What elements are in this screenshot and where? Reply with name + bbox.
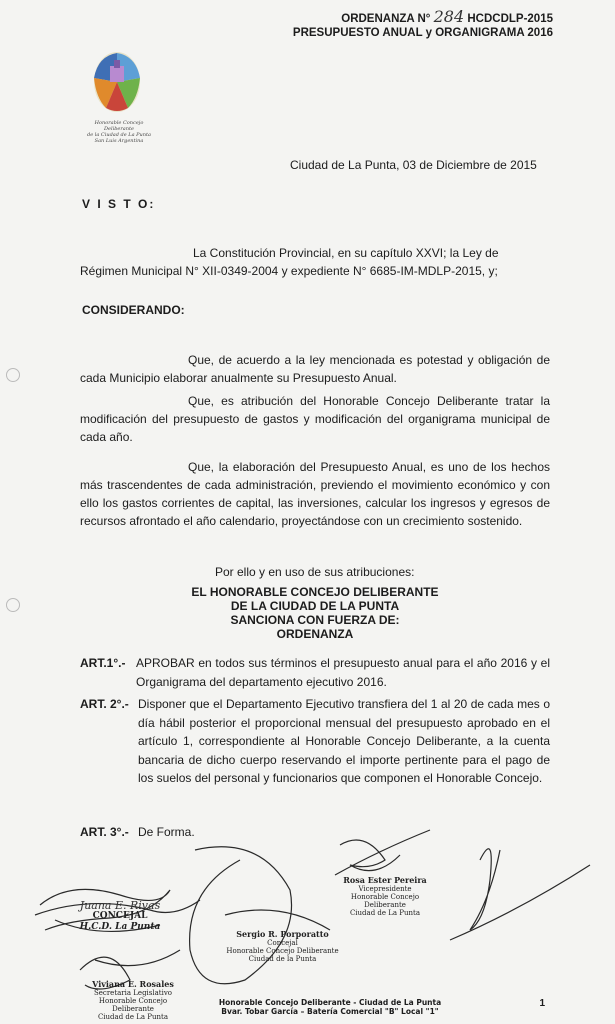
article-text: De Forma. — [138, 825, 195, 839]
article-1 — [80, 654, 550, 694]
ordinance-subtitle: PRESUPUESTO ANUAL y ORGANIGRAMA 2016 — [292, 27, 553, 39]
signature-rosa-pereira: Rosa Ester Pereira Vicepresidente Honorable Concejo Deliberante Ciudad de La Punta — [343, 875, 427, 917]
article-label: ART. 2°.- — [80, 697, 129, 711]
article-text: APROBAR en todos sus términos el presupuesto anual para el año 2016 y el Organigrama del departamento ejecutivo 2016. — [136, 656, 550, 689]
article-2 — [80, 695, 550, 825]
article-label: ART. 3°.- — [80, 825, 129, 839]
punch-hole-mark — [6, 598, 20, 612]
considerando-paragraph-1: Que, de acuerdo a la ley mencionada es potestad y obligación de cada Municipio elaborar anualmente su Presupuesto Anual. — [80, 353, 550, 385]
document-header — [292, 7, 553, 40]
ordinance-number-handwritten: 284 — [433, 7, 465, 26]
signature-juana-rivas: Juana E. Rivas CONCEJAL H.C.D. La Punta — [79, 899, 161, 932]
visto-heading: V I S T O: — [82, 197, 156, 211]
considerando-heading: CONSIDERANDO: — [82, 303, 185, 317]
signature-sergio-porporatto: Sergio R. Porporatto Concejal Honorable Concejo Deliberante Ciudad de la Punta — [226, 929, 339, 963]
ordinance-title: ORDENANZA N° 284 HCDCDLP-2015 — [341, 7, 553, 26]
page-number: 1 — [539, 998, 545, 1009]
signature-viviana-rosales: Viviana E. Rosales Secretaria Legislativo Honorable Concejo Deliberante Ciudad de La Punta — [92, 979, 174, 1021]
considerando-paragraph-2: Que, es atribución del Honorable Concejo Deliberante tratar la modificación del presupuesto de gastos y modificación del organigrama municipal de cada año. — [80, 394, 550, 444]
sanciona-block: EL HONORABLE CONCEJO DELIBERANTE DE LA CIUDAD DE LA PUNTA SANCIONA CON FUERZA DE: ORDENANZA — [191, 585, 439, 641]
article-text: Disponer que el Departamento Ejecutivo transfiera del 1 al 20 de cada mes o día hábil posterior el proporcional mensual del presupuesto aprobado en el artículo 1, correspondiente al Honorable Concejo Deliberante, a la cuenta bancaria de dicho cuerpo reservando el importe pertinente para el pago de los suelos del personal y funcionarios que componen el Honorable Concejo. — [138, 697, 550, 785]
punch-hole-mark — [6, 368, 20, 382]
article-label: ART.1°.- — [80, 656, 126, 670]
page-footer: Honorable Concejo Deliberante - Ciudad de La Punta Bvar. Tobar García – Batería Comercial "B" Local "1" — [218, 998, 442, 1016]
considerando-paragraph-4: Por ello y en uso de sus atribuciones: — [215, 565, 415, 579]
council-logo-icon — [88, 48, 146, 120]
considerando-paragraph-3: Que, la elaboración del Presupuesto Anual, es uno de los hechos más trascendentes de cada administración, previendo el movimiento económico y con ello los gastos corrientes de capital, las inversiones, calcular los ingresos y egresos de recursos afrontado el año calendario, proyectándose con un crecimiento sostenido. — [80, 460, 550, 528]
date-line: Ciudad de La Punta, 03 de Diciembre de 2015 — [290, 158, 537, 172]
logo-caption: Honorable Concejo Deliberante de la Ciudad de La Punta San Luis Argentina — [87, 120, 151, 144]
visto-text: La Constitución Provincial, en su capítulo XXVI; la Ley de Régimen Municipal N° XII-0349-2004 y expediente N° 6685-IM-MDLP-2015, y; — [80, 246, 499, 278]
